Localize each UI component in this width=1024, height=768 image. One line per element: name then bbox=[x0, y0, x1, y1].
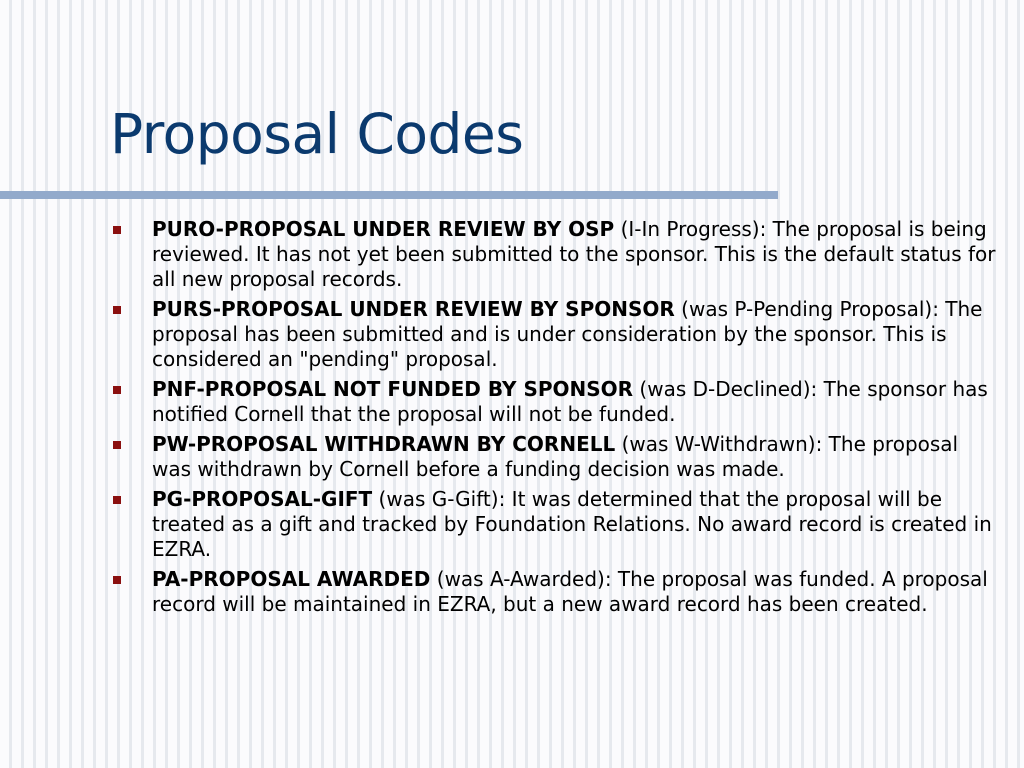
square-bullet-icon bbox=[113, 306, 121, 314]
proposal-code: PNF-PROPOSAL NOT FUNDED BY SPONSOR bbox=[152, 377, 634, 401]
proposal-code: PG-PROPOSAL-GIFT bbox=[152, 487, 373, 511]
proposal-code-description: (was D-Declined): The sponsor has notified Cornell that the proposal will not be funded. bbox=[152, 377, 988, 426]
proposal-code-description: (was A-Awarded): The proposal was funded. A proposal record will be maintained in EZRA, but a new award record has been created. bbox=[152, 567, 988, 616]
list-item bbox=[113, 567, 1003, 617]
square-bullet-icon bbox=[113, 496, 121, 504]
slide-title: Proposal Codes bbox=[110, 102, 524, 166]
proposal-code-description: (I-In Progress): The proposal is being reviewed. It has not yet been submitted to the sponsor. This is the default status for all new proposal records. bbox=[152, 217, 996, 291]
square-bullet-icon bbox=[113, 576, 121, 584]
proposal-code: PA-PROPOSAL AWARDED bbox=[152, 567, 431, 591]
proposal-code: PURS-PROPOSAL UNDER REVIEW BY SPONSOR bbox=[152, 297, 675, 321]
list-item bbox=[113, 432, 1003, 482]
square-bullet-icon bbox=[113, 386, 121, 394]
proposal-code-description: (was W-Withdrawn): The proposal was withdrawn by Cornell before a funding decision was made. bbox=[152, 432, 959, 481]
proposal-code: PURO-PROPOSAL UNDER REVIEW BY OSP bbox=[152, 217, 615, 241]
list-item bbox=[113, 487, 1003, 562]
square-bullet-icon bbox=[113, 226, 121, 234]
bullet-list bbox=[113, 217, 1003, 622]
list-item bbox=[113, 377, 1003, 427]
proposal-code: PW-PROPOSAL WITHDRAWN BY CORNELL bbox=[152, 432, 616, 456]
list-item bbox=[113, 297, 1003, 372]
list-item bbox=[113, 217, 1003, 292]
title-underline-rule bbox=[0, 191, 778, 199]
proposal-code-description: (was P-Pending Proposal): The proposal has been submitted and is under consideration by the sponsor. This is considered an "pending" proposal. bbox=[152, 297, 983, 371]
proposal-code-description: (was G-Gift): It was determined that the proposal will be treated as a gift and tracked by Foundation Relations. No award record is created in EZRA. bbox=[152, 487, 992, 561]
square-bullet-icon bbox=[113, 441, 121, 449]
